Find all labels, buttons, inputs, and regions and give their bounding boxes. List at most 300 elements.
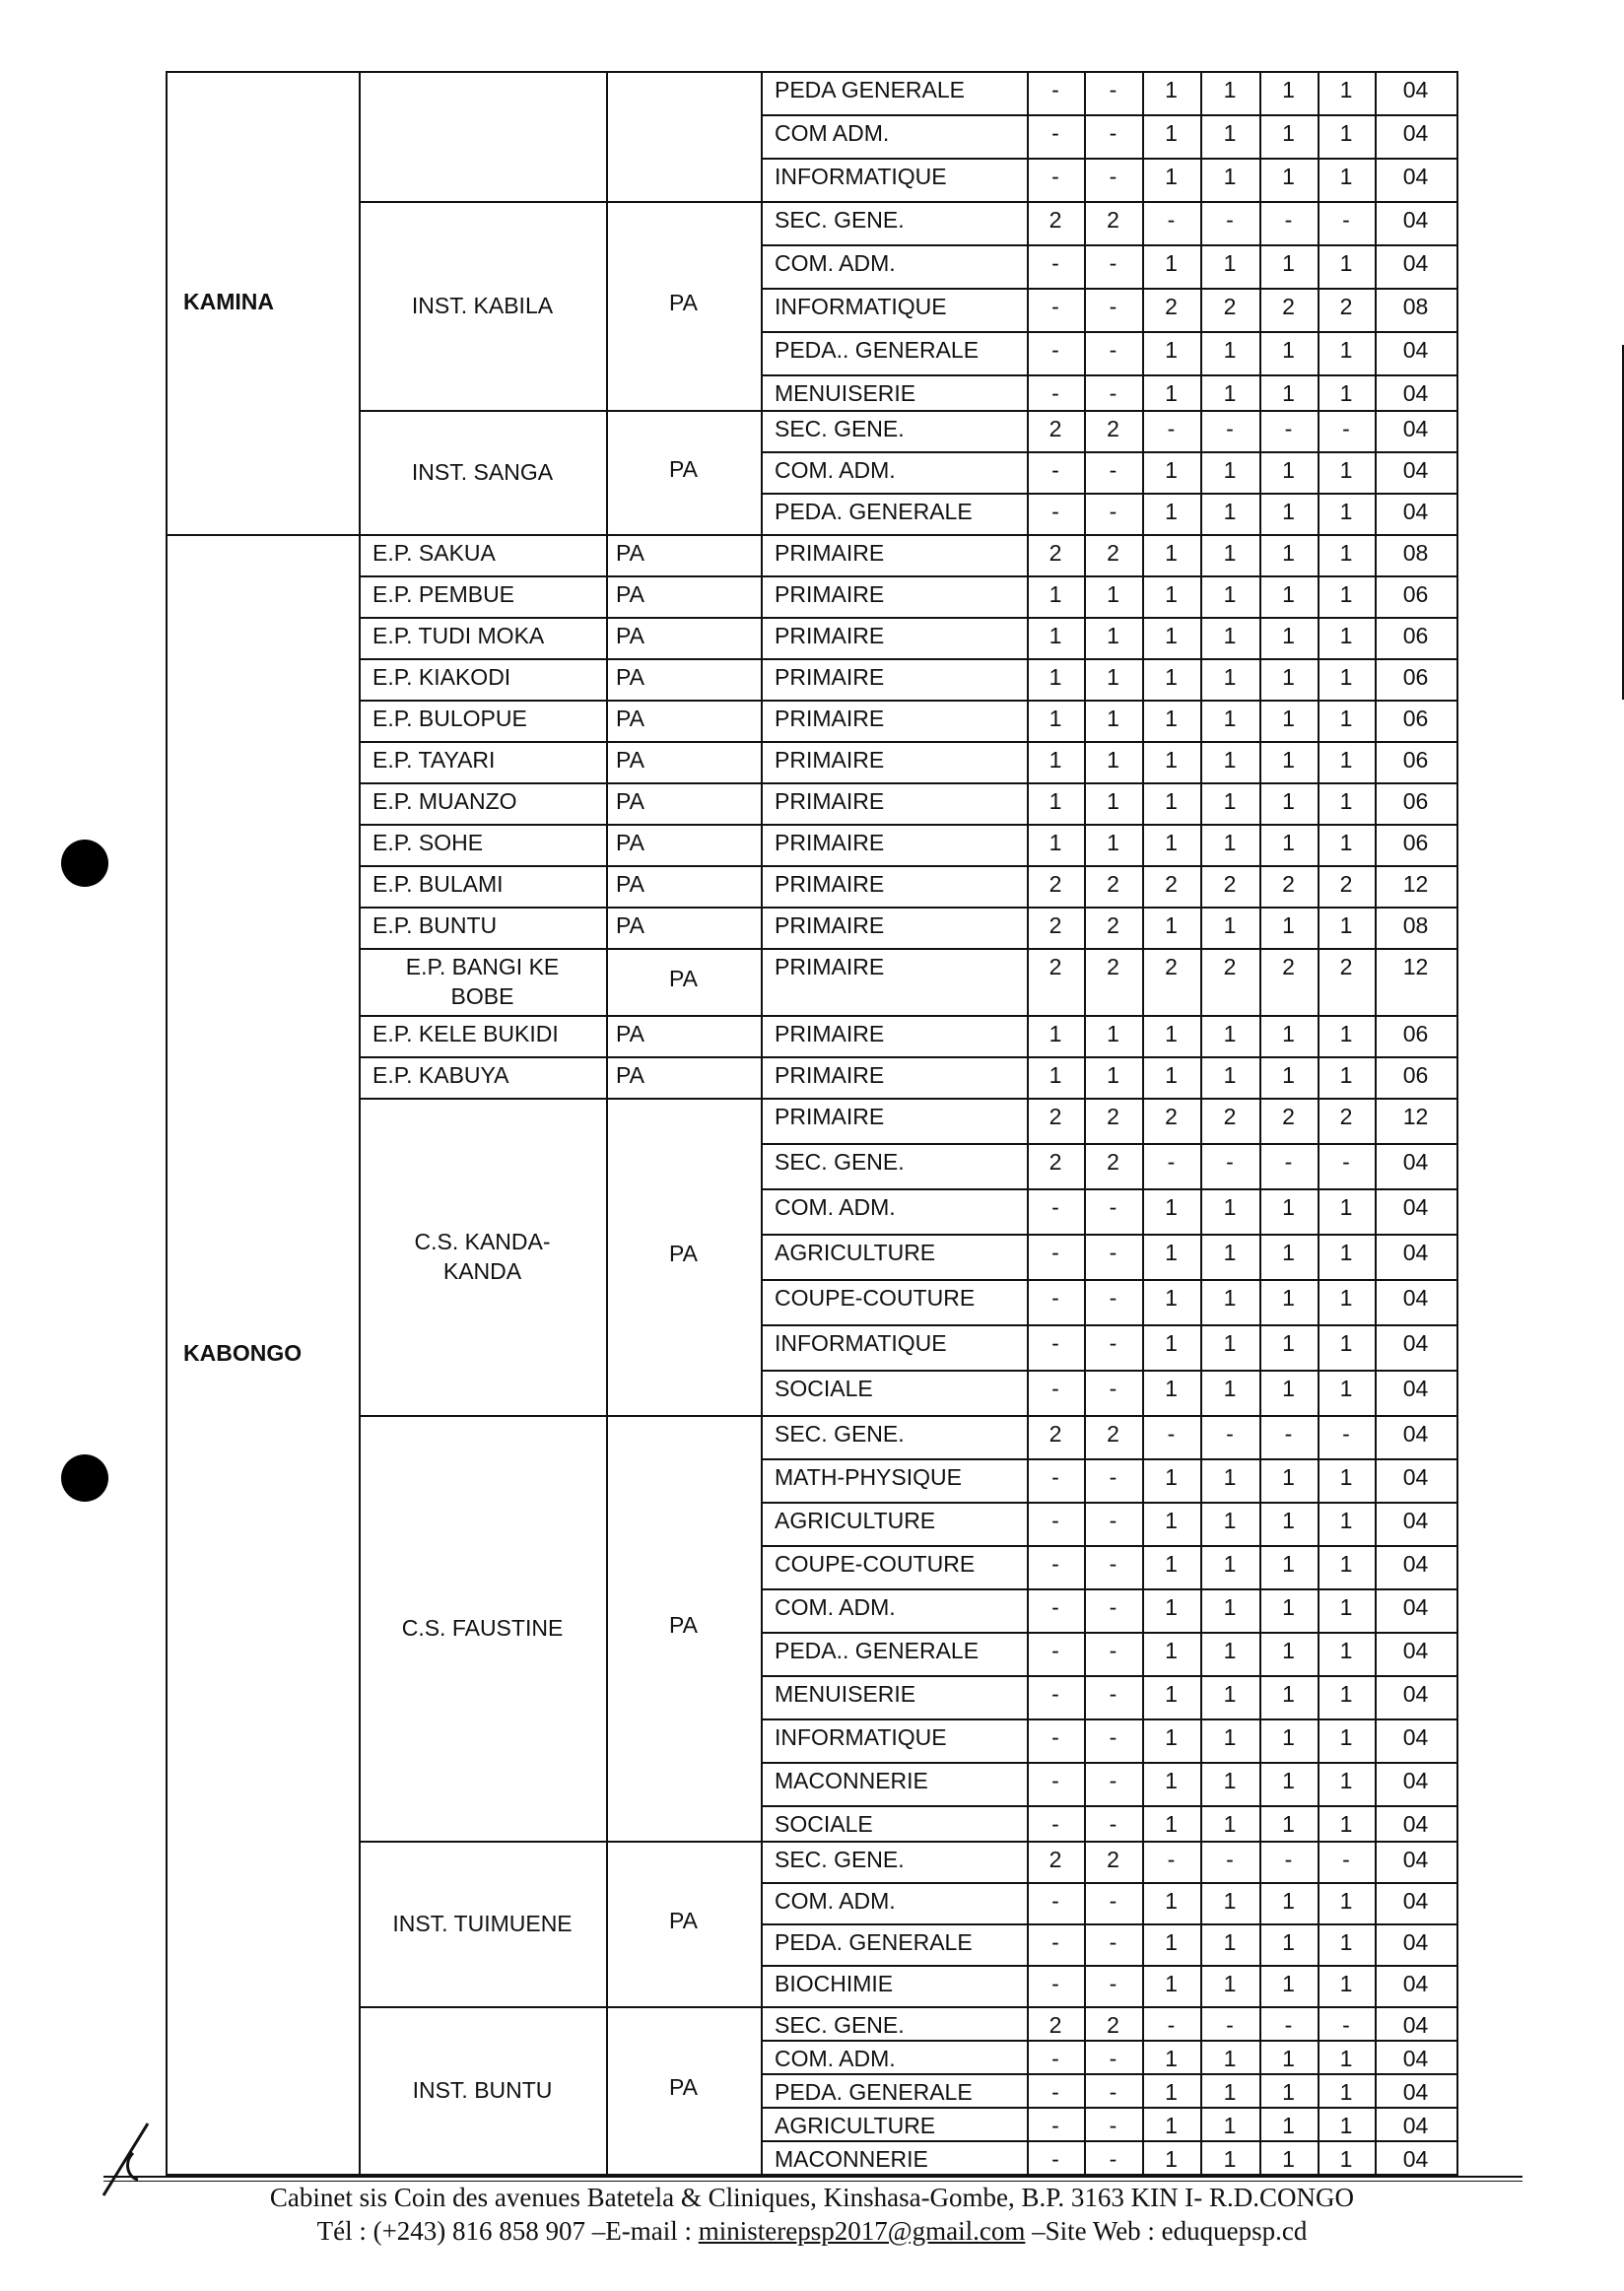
value-cell: - — [1226, 1847, 1234, 1872]
value-cell: 1 — [1223, 1971, 1237, 1996]
school-rule — [359, 824, 763, 826]
value-cell: 1 — [1223, 120, 1237, 146]
value-cell: - — [1051, 2046, 1059, 2071]
value-cell: 1 — [1339, 1062, 1353, 1088]
value-cell: 1 — [1165, 164, 1178, 189]
value-cell: - — [1051, 1508, 1059, 1533]
total-cell: 04 — [1402, 120, 1429, 146]
school-name: INST. SANGA — [411, 459, 554, 485]
option-cell: PRIMAIRE — [775, 1062, 885, 1088]
value-cell: 1 — [1282, 1330, 1295, 1356]
row-rule — [761, 201, 1458, 203]
option-cell: PEDA.. GENERALE — [775, 337, 980, 363]
value-cell: 1 — [1165, 1508, 1178, 1533]
total-cell: 04 — [1402, 1330, 1429, 1356]
value-cell: 1 — [1282, 1768, 1295, 1793]
value-cell: - — [1167, 207, 1176, 233]
value-cell: 1 — [1107, 1062, 1119, 1088]
total-cell: 04 — [1402, 1811, 1429, 1837]
option-cell: PRIMAIRE — [775, 954, 885, 979]
total-cell: 04 — [1402, 1376, 1429, 1401]
value-cell: 1 — [1165, 1971, 1178, 1996]
value-cell: 1 — [1339, 2146, 1353, 2172]
value-cell: - — [1051, 1929, 1059, 1955]
value-cell: 1 — [1165, 1724, 1178, 1750]
value-cell: - — [1109, 1681, 1117, 1707]
option-cell: PRIMAIRE — [775, 912, 885, 938]
row-rule — [761, 374, 1458, 376]
school-status: PA — [669, 1612, 698, 1638]
option-cell: INFORMATIQUE — [775, 294, 947, 319]
value-cell: 1 — [1339, 380, 1353, 406]
option-cell: MENUISERIE — [775, 1681, 916, 1707]
value-cell: - — [1109, 2046, 1117, 2071]
value-cell: 1 — [1339, 1929, 1353, 1955]
value-cell: 1 — [1282, 830, 1295, 855]
value-cell: 1 — [1223, 1330, 1237, 1356]
row-rule — [761, 1588, 1458, 1590]
value-cell: - — [1051, 1971, 1059, 1996]
value-cell: - — [1051, 337, 1059, 363]
total-cell: 08 — [1402, 912, 1429, 938]
value-cell: - — [1109, 250, 1117, 276]
row-rule — [761, 700, 1458, 702]
value-cell: 1 — [1339, 457, 1353, 483]
option-cell: INFORMATIQUE — [775, 1330, 947, 1356]
total-cell: 04 — [1402, 164, 1429, 189]
value-cell: 1 — [1339, 1768, 1353, 1793]
value-cell: 2 — [1107, 540, 1119, 566]
value-cell: 2 — [1049, 2012, 1062, 2038]
value-cell: 1 — [1223, 581, 1237, 607]
value-cell: 2 — [1282, 1104, 1295, 1129]
school-name: E.P. KIAKODI — [372, 664, 511, 690]
region-rule — [166, 71, 361, 73]
value-cell: 1 — [1339, 912, 1353, 938]
value-cell: 1 — [1339, 1681, 1353, 1707]
total-cell: 04 — [1402, 1149, 1429, 1175]
option-cell: SEC. GENE. — [775, 2012, 905, 2038]
row-rule — [761, 658, 1458, 660]
row-rule — [761, 575, 1458, 577]
value-cell: 2 — [1049, 954, 1062, 979]
total-cell: 06 — [1402, 1021, 1429, 1046]
region-col-right-rule — [359, 71, 361, 2176]
value-cell: - — [1109, 1638, 1117, 1663]
value-cell: 2 — [1049, 871, 1062, 897]
value-cell: 1 — [1223, 1724, 1237, 1750]
row-rule — [761, 1188, 1458, 1190]
school-status: PA — [616, 830, 644, 855]
school-name: C.S. FAUSTINE — [401, 1615, 564, 1641]
value-cell: - — [1051, 1724, 1059, 1750]
school-name: E.P. SAKUA — [372, 540, 496, 566]
total-cell: 06 — [1402, 1062, 1429, 1088]
school-rule — [359, 201, 763, 203]
school-name: E.P. BANGI KE BOBE — [405, 954, 560, 1009]
region-name: KABONGO — [183, 1340, 303, 1366]
value-cell: - — [1109, 1551, 1117, 1577]
school-status: PA — [669, 456, 698, 482]
value-cell: 2 — [1049, 207, 1062, 233]
value-cell: 2 — [1107, 1104, 1119, 1129]
value-cell: 1 — [1165, 788, 1178, 814]
school-rule — [359, 71, 763, 73]
status-col-right-rule — [761, 71, 763, 2176]
value-cell: 1 — [1049, 830, 1062, 855]
row-rule — [761, 1234, 1458, 1236]
total-cell: 06 — [1402, 664, 1429, 690]
value-cell: 1 — [1165, 380, 1178, 406]
value-cell: - — [1051, 1240, 1059, 1265]
total-cell: 12 — [1402, 1104, 1429, 1129]
value-cell: 1 — [1165, 1594, 1178, 1620]
footer-email-link[interactable]: ministerepsp2017@gmail.com — [698, 2216, 1026, 2246]
row-rule — [761, 1324, 1458, 1326]
value-cell: 1 — [1282, 1811, 1295, 1837]
value-cell: 1 — [1339, 623, 1353, 648]
value-cell: 1 — [1107, 623, 1119, 648]
value-cell: - — [1167, 416, 1176, 441]
value-cell: 1 — [1282, 2113, 1295, 2138]
value-cell: 1 — [1339, 581, 1353, 607]
value-cell: - — [1109, 77, 1117, 102]
row-rule — [761, 1923, 1458, 1925]
option-cell: PRIMAIRE — [775, 540, 885, 566]
value-cell: 2 — [1107, 912, 1119, 938]
value-cell: 1 — [1339, 706, 1353, 731]
value-cell: 1 — [1049, 706, 1062, 731]
row-rule — [761, 948, 1458, 950]
punch-hole-top — [61, 840, 108, 887]
value-cell: 1 — [1282, 1971, 1295, 1996]
value-cell: - — [1342, 416, 1350, 441]
value-cell: 1 — [1282, 1508, 1295, 1533]
value-cell: 1 — [1165, 2113, 1178, 2138]
total-cell: 04 — [1402, 1240, 1429, 1265]
school-rule — [359, 410, 763, 412]
value-cell: 1 — [1223, 380, 1237, 406]
value-cell: - — [1284, 1149, 1293, 1175]
row-rule — [761, 1502, 1458, 1504]
value-cell: - — [1226, 416, 1234, 441]
school-status: PA — [669, 290, 698, 315]
value-cell: 1 — [1282, 2046, 1295, 2071]
option-cell: PRIMAIRE — [775, 1021, 885, 1046]
value-cell: 1 — [1339, 120, 1353, 146]
value-cell: 2 — [1049, 1847, 1062, 1872]
value-cell: 2 — [1049, 1421, 1062, 1447]
value-cell: 2 — [1223, 294, 1237, 319]
school-status: PA — [616, 871, 644, 897]
value-cell: 1 — [1282, 77, 1295, 102]
school-rule — [359, 575, 763, 577]
value-cell: - — [1109, 1888, 1117, 1914]
row-rule — [761, 451, 1458, 453]
value-cell: - — [1109, 1285, 1117, 1311]
school-status: PA — [616, 912, 644, 938]
value-cell: 2 — [1223, 954, 1237, 979]
value-cell: 1 — [1282, 1240, 1295, 1265]
value-cell: 1 — [1223, 1021, 1237, 1046]
row-rule — [761, 71, 1458, 73]
value-cell: - — [1109, 1768, 1117, 1793]
school-col-right-rule — [606, 71, 608, 2176]
value-cell: 1 — [1282, 664, 1295, 690]
value-cell: - — [1051, 457, 1059, 483]
school-name: E.P. BULOPUE — [372, 706, 527, 731]
option-cell: PRIMAIRE — [775, 664, 885, 690]
school-status: PA — [616, 664, 644, 690]
total-cell: 04 — [1402, 416, 1429, 441]
value-cell: 2 — [1049, 540, 1062, 566]
value-cell: 1 — [1223, 2146, 1237, 2172]
school-status: PA — [616, 706, 644, 731]
option-cell: PEDA GENERALE — [775, 77, 966, 102]
option-cell: SOCIALE — [775, 1376, 873, 1401]
value-cell: 1 — [1049, 581, 1062, 607]
value-cell: 1 — [1165, 1464, 1178, 1490]
value-cell: - — [1109, 1240, 1117, 1265]
value-cell: 1 — [1165, 1888, 1178, 1914]
value-cell: 1 — [1223, 664, 1237, 690]
value-cell: 1 — [1339, 164, 1353, 189]
value-cell: 1 — [1223, 164, 1237, 189]
row-rule — [761, 114, 1458, 116]
value-cell: 1 — [1339, 1594, 1353, 1620]
total-cell: 04 — [1402, 1421, 1429, 1447]
option-cell: MENUISERIE — [775, 380, 916, 406]
row-rule — [761, 2073, 1458, 2075]
option-cell: COM. ADM. — [775, 250, 896, 276]
value-cell: - — [1109, 164, 1117, 189]
value-cell: - — [1109, 1971, 1117, 1996]
option-cell: SEC. GENE. — [775, 1421, 905, 1447]
value-cell: - — [1109, 1330, 1117, 1356]
value-cell: 1 — [1223, 1638, 1237, 1663]
row-rule — [761, 288, 1458, 290]
value-cell: - — [1051, 1464, 1059, 1490]
value-cell: 1 — [1165, 1638, 1178, 1663]
total-cell: 12 — [1402, 871, 1429, 897]
school-name: E.P. MUANZO — [372, 788, 517, 814]
value-cell: 1 — [1223, 1062, 1237, 1088]
value-cell: 2 — [1049, 416, 1062, 441]
value-cell: 1 — [1165, 623, 1178, 648]
value-cell: 1 — [1049, 1021, 1062, 1046]
value-cell: 2 — [1107, 954, 1119, 979]
value-cell: - — [1109, 380, 1117, 406]
value-cell: 2 — [1339, 871, 1353, 897]
total-cell: 04 — [1402, 337, 1429, 363]
row-rule — [761, 824, 1458, 826]
value-cell: - — [1109, 499, 1117, 524]
value-cell: - — [1109, 1194, 1117, 1220]
value-cell: - — [1284, 207, 1293, 233]
total-cell: 04 — [1402, 2046, 1429, 2071]
value-cell: 1 — [1165, 1285, 1178, 1311]
value-cell: 1 — [1282, 1194, 1295, 1220]
value-cell: 1 — [1282, 164, 1295, 189]
value-cell: 1 — [1339, 788, 1353, 814]
value-cell: 2 — [1049, 1149, 1062, 1175]
value-cell: 2 — [1165, 294, 1178, 319]
value-cell: 1 — [1339, 747, 1353, 773]
value-cell: - — [1342, 1847, 1350, 1872]
value-cell: 1 — [1339, 2113, 1353, 2138]
option-cell: PEDA.. GENERALE — [775, 1638, 980, 1663]
value-cell: - — [1051, 2146, 1059, 2172]
value-col-rule — [1456, 71, 1458, 2176]
total-cell: 04 — [1402, 1724, 1429, 1750]
value-cell: 1 — [1165, 912, 1178, 938]
value-cell: 1 — [1223, 1551, 1237, 1577]
value-cell: 2 — [1107, 207, 1119, 233]
school-rule — [359, 534, 763, 536]
value-cell: - — [1051, 77, 1059, 102]
value-cell: 2 — [1107, 416, 1119, 441]
school-rule — [359, 1098, 763, 1100]
value-cell: 1 — [1165, 664, 1178, 690]
value-cell: 1 — [1339, 250, 1353, 276]
total-cell: 04 — [1402, 207, 1429, 233]
value-cell: 1 — [1282, 1929, 1295, 1955]
value-cell: - — [1284, 416, 1293, 441]
value-cell: 1 — [1282, 1681, 1295, 1707]
option-cell: COM ADM. — [775, 120, 890, 146]
total-cell: 04 — [1402, 1638, 1429, 1663]
option-cell: MATH-PHYSIQUE — [775, 1464, 962, 1490]
value-cell: - — [1109, 1508, 1117, 1533]
row-rule — [761, 1098, 1458, 1100]
footer-rule — [103, 2176, 1522, 2178]
option-cell: SEC. GENE. — [775, 1149, 905, 1175]
total-cell: 04 — [1402, 380, 1429, 406]
value-cell: 1 — [1165, 706, 1178, 731]
option-cell: PRIMAIRE — [775, 747, 885, 773]
value-cell: 1 — [1339, 1376, 1353, 1401]
value-cell: 1 — [1165, 77, 1178, 102]
value-cell: 1 — [1165, 540, 1178, 566]
school-rule — [359, 1015, 763, 1017]
option-cell: COM. ADM. — [775, 1888, 896, 1914]
value-cell: 2 — [1107, 1847, 1119, 1872]
value-cell: 1 — [1339, 1285, 1353, 1311]
value-cell: 1 — [1165, 1681, 1178, 1707]
value-cell: 1 — [1339, 1724, 1353, 1750]
value-cell: 1 — [1107, 747, 1119, 773]
value-cell: - — [1167, 1149, 1176, 1175]
option-cell: PEDA. GENERALE — [775, 1929, 973, 1955]
total-cell: 04 — [1402, 250, 1429, 276]
value-cell: 1 — [1223, 540, 1237, 566]
value-cell: 1 — [1339, 2046, 1353, 2071]
value-cell: 1 — [1223, 1888, 1237, 1914]
value-cell: 2 — [1107, 871, 1119, 897]
value-cell: 1 — [1339, 2079, 1353, 2105]
school-status: PA — [669, 966, 698, 991]
row-rule — [761, 534, 1458, 536]
value-cell: 1 — [1165, 2079, 1178, 2105]
footer-address: Cabinet sis Coin des avenues Batetela & Cliniques, Kinshasa-Gombe, B.P. 3163 KIN I- R.D.CONGO — [269, 2183, 1355, 2212]
option-cell: MACONNERIE — [775, 2146, 928, 2172]
value-cell: 1 — [1165, 1330, 1178, 1356]
value-cell: 1 — [1339, 1464, 1353, 1490]
value-cell: 1 — [1165, 337, 1178, 363]
value-cell: - — [1051, 1638, 1059, 1663]
value-cell: 1 — [1282, 1285, 1295, 1311]
value-cell: 1 — [1282, 706, 1295, 731]
value-cell: - — [1109, 1724, 1117, 1750]
value-cell: 1 — [1282, 380, 1295, 406]
value-cell: 2 — [1165, 871, 1178, 897]
school-status: PA — [669, 1241, 698, 1266]
value-cell: - — [1051, 1194, 1059, 1220]
value-cell: - — [1226, 1421, 1234, 1447]
value-cell: 2 — [1282, 294, 1295, 319]
value-cell: 1 — [1165, 1929, 1178, 1955]
school-status: PA — [616, 788, 644, 814]
total-cell: 06 — [1402, 581, 1429, 607]
option-cell: PRIMAIRE — [775, 581, 885, 607]
school-rule — [359, 741, 763, 743]
value-cell: 1 — [1282, 457, 1295, 483]
value-cell: - — [1342, 1149, 1350, 1175]
value-cell: 1 — [1223, 1240, 1237, 1265]
value-cell: - — [1051, 164, 1059, 189]
school-name: C.S. KANDA-KANDA — [414, 1229, 551, 1284]
value-cell: 1 — [1223, 499, 1237, 524]
school-status: PA — [616, 747, 644, 773]
value-cell: - — [1051, 1768, 1059, 1793]
value-cell: 1 — [1165, 1376, 1178, 1401]
school-name: E.P. KELE BUKIDI — [372, 1021, 559, 1046]
row-rule — [761, 2040, 1458, 2042]
value-cell: - — [1051, 2113, 1059, 2138]
row-rule — [761, 1458, 1458, 1460]
total-cell: 06 — [1402, 747, 1429, 773]
option-cell: AGRICULTURE — [775, 1508, 936, 1533]
row-rule — [761, 1545, 1458, 1547]
row-rule — [761, 1718, 1458, 1720]
school-name: INST. BUNTU — [412, 2077, 553, 2103]
row-rule — [761, 244, 1458, 246]
value-cell: 1 — [1282, 1594, 1295, 1620]
value-cell: - — [1109, 1464, 1117, 1490]
value-cell: 2 — [1339, 954, 1353, 979]
value-cell: 1 — [1339, 540, 1353, 566]
value-cell: 1 — [1223, 1681, 1237, 1707]
value-cell: 1 — [1339, 1021, 1353, 1046]
value-cell: 2 — [1165, 1104, 1178, 1129]
footer — [0, 2181, 1624, 2248]
school-status — [606, 120, 761, 150]
value-cell: - — [1051, 499, 1059, 524]
school-rule — [359, 1841, 763, 1843]
value-cell: - — [1051, 380, 1059, 406]
punch-hole-bottom — [61, 1454, 108, 1502]
row-rule — [761, 2006, 1458, 2008]
total-cell: 06 — [1402, 623, 1429, 648]
row-rule — [761, 1415, 1458, 1417]
total-cell: 04 — [1402, 1194, 1429, 1220]
option-cell: COM. ADM. — [775, 1194, 896, 1220]
region-name: KAMINA — [183, 289, 274, 314]
row-rule — [761, 158, 1458, 160]
value-cell: - — [1051, 1330, 1059, 1356]
school-rule — [359, 658, 763, 660]
value-cell: 1 — [1282, 1551, 1295, 1577]
